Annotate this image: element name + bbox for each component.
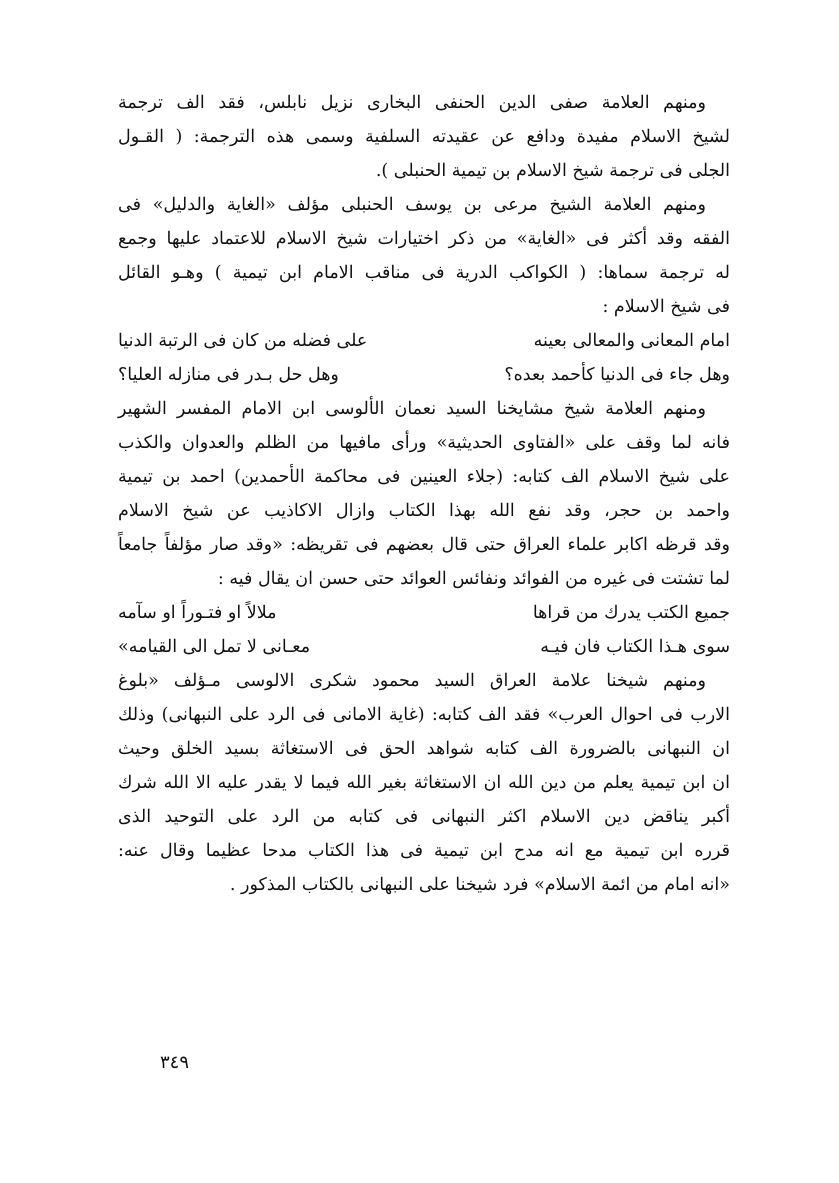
page-body [118, 86, 730, 902]
text-line: على شيخ الاسلام الف كتابه: (جلاء العينين فى محاكمة الأحمدين) احمد بن تيمية [118, 467, 730, 487]
text-line: فانه لما وقف على «الفتاوى الحديثية» ورأى مافيها من الظلم والعدوان والكذب [118, 433, 730, 453]
text-line: ان النبهانى بالضرورة الف كتابه شواهد الحق فى الاستغاثة بسيد الخلق وحيث [118, 739, 730, 759]
verse-line [118, 358, 730, 392]
text-line: الفقه وقد أكثر فى «الغاية» من ذكر اختيارات شيخ الاسلام للاعتماد عليها وجمع [118, 229, 730, 249]
text-line: ومنهم العلامة شيخ مشايخنا السيد نعمان الألوسى ابن الامام المفسر الشهير [118, 399, 706, 419]
text-line: الجلى فى ترجمة شيخ الاسلام بن تيمية الحنبلى ). [375, 161, 730, 181]
verse-hemistich: امام المعانى والمعالى بعينه [533, 331, 730, 351]
text-line: أكبر يناقض دين الاسلام اكثر النبهانى فى كتابه من الرد على التوحيد الذى [118, 807, 730, 827]
text-line: لما تشتت فى غيره من الفوائد ونفائس العوائد حتى حسن ان يقال فيه : [217, 569, 730, 589]
verse-hemistich: سوى هـذا الكتاب فان فيـه [540, 637, 730, 657]
verse-hemistich: على فضله من كان فى الرتبة الدنيا [118, 331, 368, 351]
verse-line [118, 630, 730, 664]
text-line: له ترجمة سماها: ( الكواكب الدرية فى مناقب الامام ابن تيمية ) وهـو القائل [118, 263, 730, 283]
verse-hemistich: وهل حل بـدر فى منازله العليا؟ [118, 365, 339, 385]
verse-hemistich: جميع الكتب يدرك من قراها [532, 603, 730, 623]
text-line: واحمد بن حجر، وقد نفع الله بهذا الكتاب وازال الاكاذيب عن شيخ الاسلام [118, 501, 730, 521]
verse-line [118, 324, 730, 358]
text-line: ومنهم شيخنا علامة العراق السيد محمود شكرى الالوسى مـؤلف «بلوغ [118, 671, 706, 691]
text-line: «انه امام من ائمة الاسلام» فرد شيخنا على النبهانى بالكتاب المذكور . [229, 875, 730, 895]
text-line: لشيخ الاسلام مفيدة ودافع عن عقيدته السلفية وسمى هذه الترجمة: ( القـول [118, 127, 730, 147]
verse-hemistich: معـانى لا تمل الى القيامه» [118, 637, 311, 657]
page-number: ٣٤٩ [160, 1052, 190, 1073]
text-line: ومنهم العلامة الشيخ مرعى بن يوسف الحنبلى مؤلف «الغاية والدليل» فى [118, 195, 706, 215]
text-line: وقد قرظه اكابر علماء العراق حتى قال بعضهم فى تقريظه: «وقد صار مؤلفاً جامعاً [118, 535, 730, 555]
verse-hemistich: وهل جاء فى الدنيا كأحمد بعده؟ [504, 365, 730, 385]
text-line: ان ابن تيمية يعلم من دين الله ان الاستغاثة بغير الله فيما لا يقدر عليه الا الله شرك [118, 773, 730, 793]
text-line: فى شيخ الاسلام : [602, 297, 730, 317]
verse-line [118, 596, 730, 630]
text-line: ومنهم العلامة صفى الدين الحنفى البخارى نزيل نابلس، فقد الف ترجمة [118, 93, 706, 113]
text-line: قرره ابن تيمية مع انه مدح ابن تيمية فى هذا الكتاب مدحا عظيما وقال عنه: [118, 841, 730, 861]
text-line: الارب فى احوال العرب» فقد الف كتابه: (غاية الامانى فى الرد على النبهانى) وذلك [118, 705, 730, 725]
verse-hemistich: ملالاً او فتـوراً او سآمه [118, 603, 277, 623]
